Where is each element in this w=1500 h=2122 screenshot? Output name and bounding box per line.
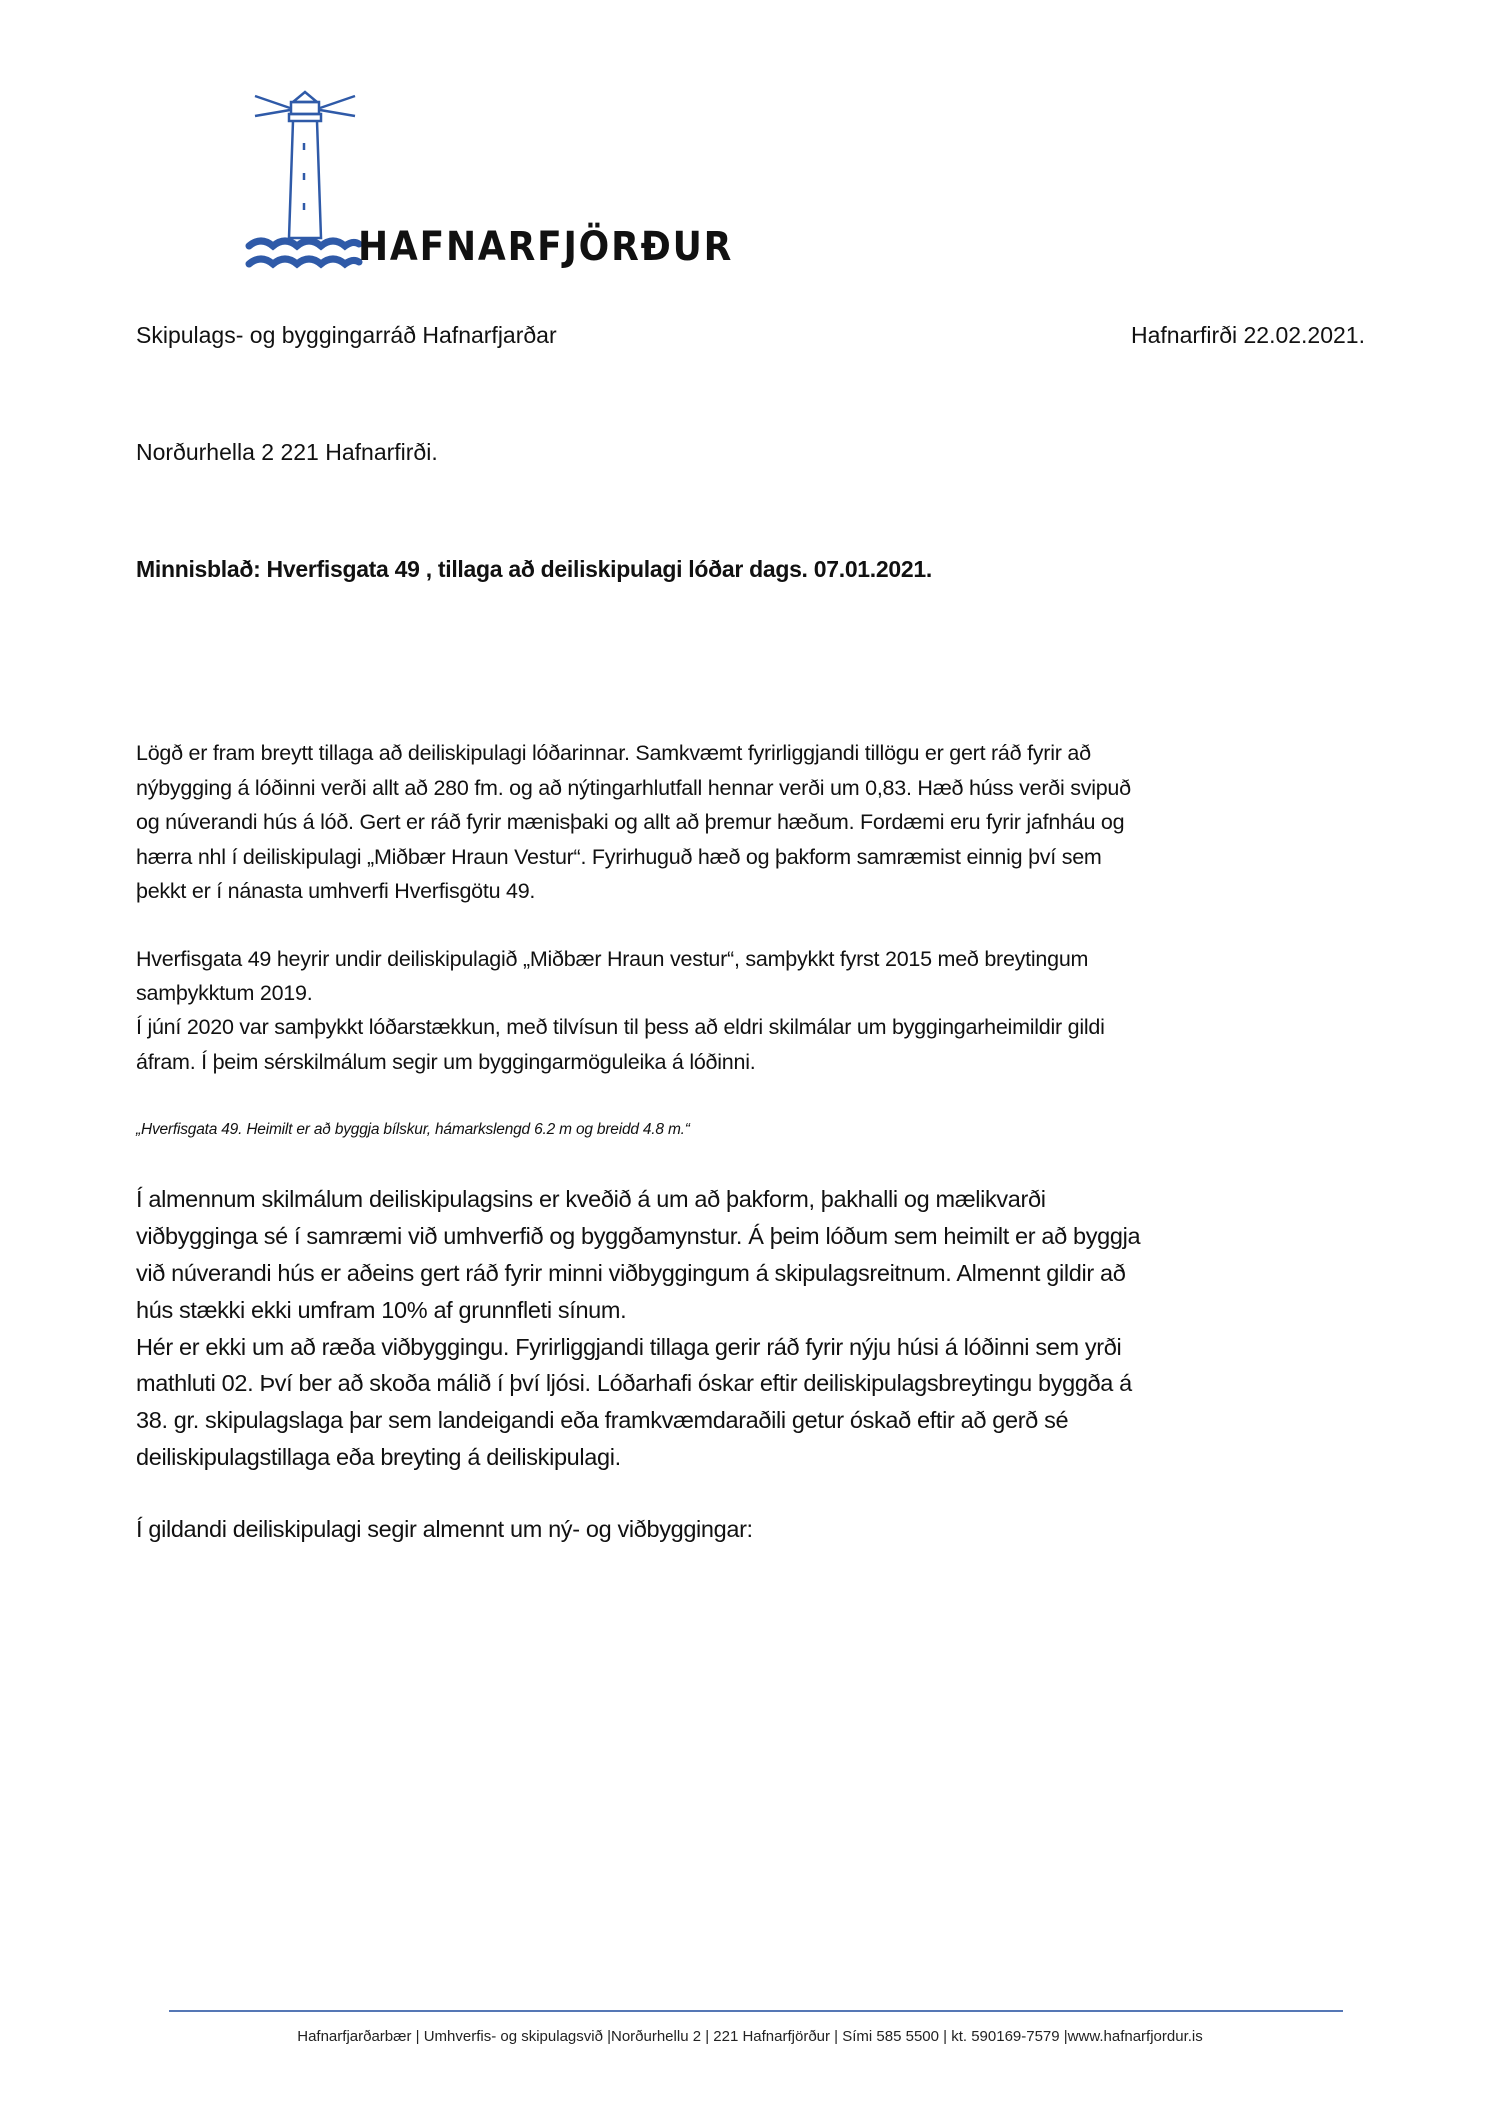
letter-date: Hafnarfirði 22.02.2021. [1131,322,1365,348]
footer-contact: Hafnarfjarðarbær | Umhverfis- og skipulagsvið |Norðurhellu 2 | 221 Hafnarfjörður | Sími 585 5500 | kt. 590169-7579 |www.hafnarfjordur.is [297,2028,1203,2045]
text-line: Í almennum skilmálum deiliskipulagsins er kveðið á um að þakform, þakhalli og mælikvarði [136,1186,1046,1212]
text-line: samþykktum 2019. [136,981,313,1005]
text-line: Í júní 2020 var samþykkt lóðarstækkun, með tilvísun til þess að eldri skilmálar um byggingarheimildir gildi [136,1015,1105,1039]
closing-line: Í gildandi deiliskipulagi segir almennt um ný- og viðbyggingar: [136,1516,753,1542]
text-line: Hér er ekki um að ræða viðbyggingu. Fyrirliggjandi tillaga gerir ráð fyrir nýju húsi á lóðinni sem yrði [136,1334,1122,1360]
text-line: hús stækki ekki umfram 10% af grunnfleti sínum. [136,1297,627,1323]
text-line: við núverandi hús er aðeins gert ráð fyrir minni viðbyggingum á skipulagsreitnum. Almennt gildir að [136,1260,1126,1286]
lighthouse-icon [245,88,365,278]
logo-wordmark: HAFNARFJÖRÐUR [358,224,734,270]
text-line: og núverandi hús á lóð. Gert er ráð fyrir mænisþaki og allt að þremur hæðum. Fordæmi eru fyrir jafnháu og [136,810,1125,834]
text-line: deiliskipulagstillaga eða breyting á deiliskipulagi. [136,1444,621,1470]
quote: „Hverfisgata 49. Heimilt er að byggja bílskur, hámarkslengd 6.2 m og breidd 4.8 m.“ [136,1121,690,1138]
text-line: mathluti 02. Því ber að skoða málið í því ljósi. Lóðarhafi óskar eftir deiliskipulagsbreytingu byggða á [136,1370,1132,1396]
text-line: Lögð er fram breytt tillaga að deiliskipulagi lóðarinnar. Samkvæmt fyrirliggjandi tillögu er gert ráð fyrir að [136,741,1091,765]
text-line: Hverfisgata 49 heyrir undir deiliskipulagið „Miðbær Hraun vestur“, samþykkt fyrst 2015 með breytingum [136,947,1089,971]
text-line: 38. gr. skipulagslaga þar sem landeigandi eða framkvæmdaraðili getur óskað eftir að gerð sé [136,1407,1069,1433]
text-line: áfram. Í þeim sérskilmálum segir um byggingarmöguleika á lóðinni. [136,1050,756,1074]
sender: Skipulags- og byggingarráð Hafnarfjarðar [136,322,557,348]
text-line: viðbygginga sé í samræmi við umhverfið og byggðamynstur. Á þeim lóðum sem heimilt er að byggja [136,1223,1141,1249]
footer-divider [169,2010,1343,2012]
address: Norðurhella 2 221 Hafnarfirði. [136,439,438,465]
memo-title: Minnisblað: Hverfisgata 49 , tillaga að deiliskipulagi lóðar dags. 07.01.2021. [136,556,932,582]
text-line: þekkt er í nánasta umhverfi Hverfisgötu 49. [136,879,536,903]
text-line: hærra nhl í deiliskipulagi „Miðbær Hraun Vestur“. Fyrirhuguð hæð og þakform samræmist einnig því sem [136,845,1102,869]
text-line: nýbygging á lóðinni verði allt að 280 fm. og að nýtingarhlutfall hennar verði um 0,83. Hæð húss verði svipuð [136,776,1131,800]
